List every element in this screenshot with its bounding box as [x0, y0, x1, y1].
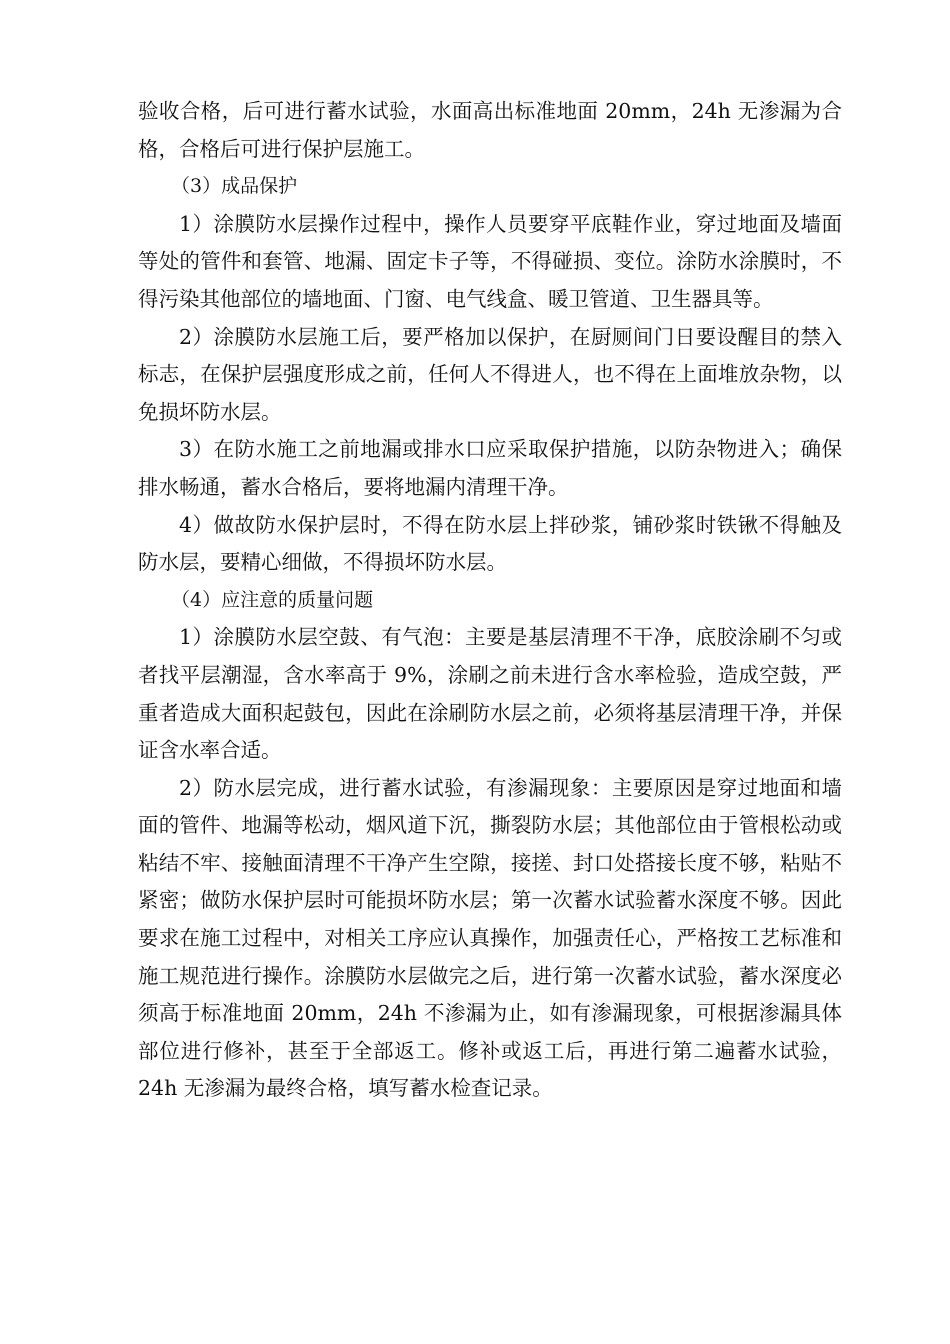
paragraph-protection-item-4: 4）做故防水保护层时，不得在防水层上拌砂浆，铺砂浆时铁锹不得触及防水层，要精心细做，不得损坏防水层。: [138, 512, 842, 575]
paragraph-protection-item-1: 1）涂膜防水层操作过程中，操作人员要穿平底鞋作业，穿过地面及墙面等处的管件和套管、地漏、固定卡子等，不得碰损、变位。涂防水涂膜时，不得污染其他部位的墙地面、门窗、电气线盒、暖卫管道、卫生器具等。: [138, 211, 842, 311]
document-body: [138, 93, 842, 1108]
paragraph-continuation: 验收合格，后可进行蓄水试验，水面高出标准地面 20mm，24h 无渗漏为合格，合格后可进行保护层施工。: [138, 99, 842, 161]
paragraph-quality-item-1: 1）涂膜防水层空鼓、有气泡：主要是基层清理不干净，底胶涂刷不匀或者找平层潮湿，含水率高于 9%，涂刷之前未进行含水率检验，造成空鼓，严重者造成大面积起鼓包，因此在涂刷防水层之前，必须将基层清理干净，并保证含水率合适。: [138, 625, 842, 763]
section-heading-quality-issues: （4）应注意的质量问题: [171, 588, 374, 611]
paragraph-protection-item-2: 2）涂膜防水层施工后，要严格加以保护，在厨厕间门日要设醒目的禁入标志，在保护层强度形成之前，任何人不得进人，也不得在上面堆放杂物，以免损坏防水层。: [138, 324, 842, 424]
paragraph-protection-item-3: 3）在防水施工之前地漏或排水口应采取保护措施，以防杂物进入；确保排水畅通，蓄水合格后，要将地漏内清理干净。: [138, 437, 842, 499]
paragraph-quality-item-2: 2）防水层完成，进行蓄水试验，有渗漏现象：主要原因是穿过地面和墙面的管件、地漏等松动，烟风道下沉，撕裂防水层；其他部位由于管根松动或粘结不牢、接触面清理不干净产生空隙，接搓、封口处搭接长度不够，粘贴不紧密；做防水保护层时可能损坏防水层；第一次蓄水试验蓄水深度不够。因此要求在施工过程中，对相关工序应认真操作，加强责任心，严格按工艺标准和施工规范进行操作。涂膜防水层做完之后，进行第一次蓄水试验，蓄水深度必须高于标准地面 20mm，24h 不渗漏为止，如有渗漏现象，可根据渗漏具体部位进行修补，甚至于全部返工。修补或返工后，再进行第二遍蓄水试验，24h 无渗漏为最终合格，填写蓄水检查记录。: [138, 775, 842, 1101]
section-heading-finished-product-protection: （3）成品保护: [171, 175, 298, 198]
